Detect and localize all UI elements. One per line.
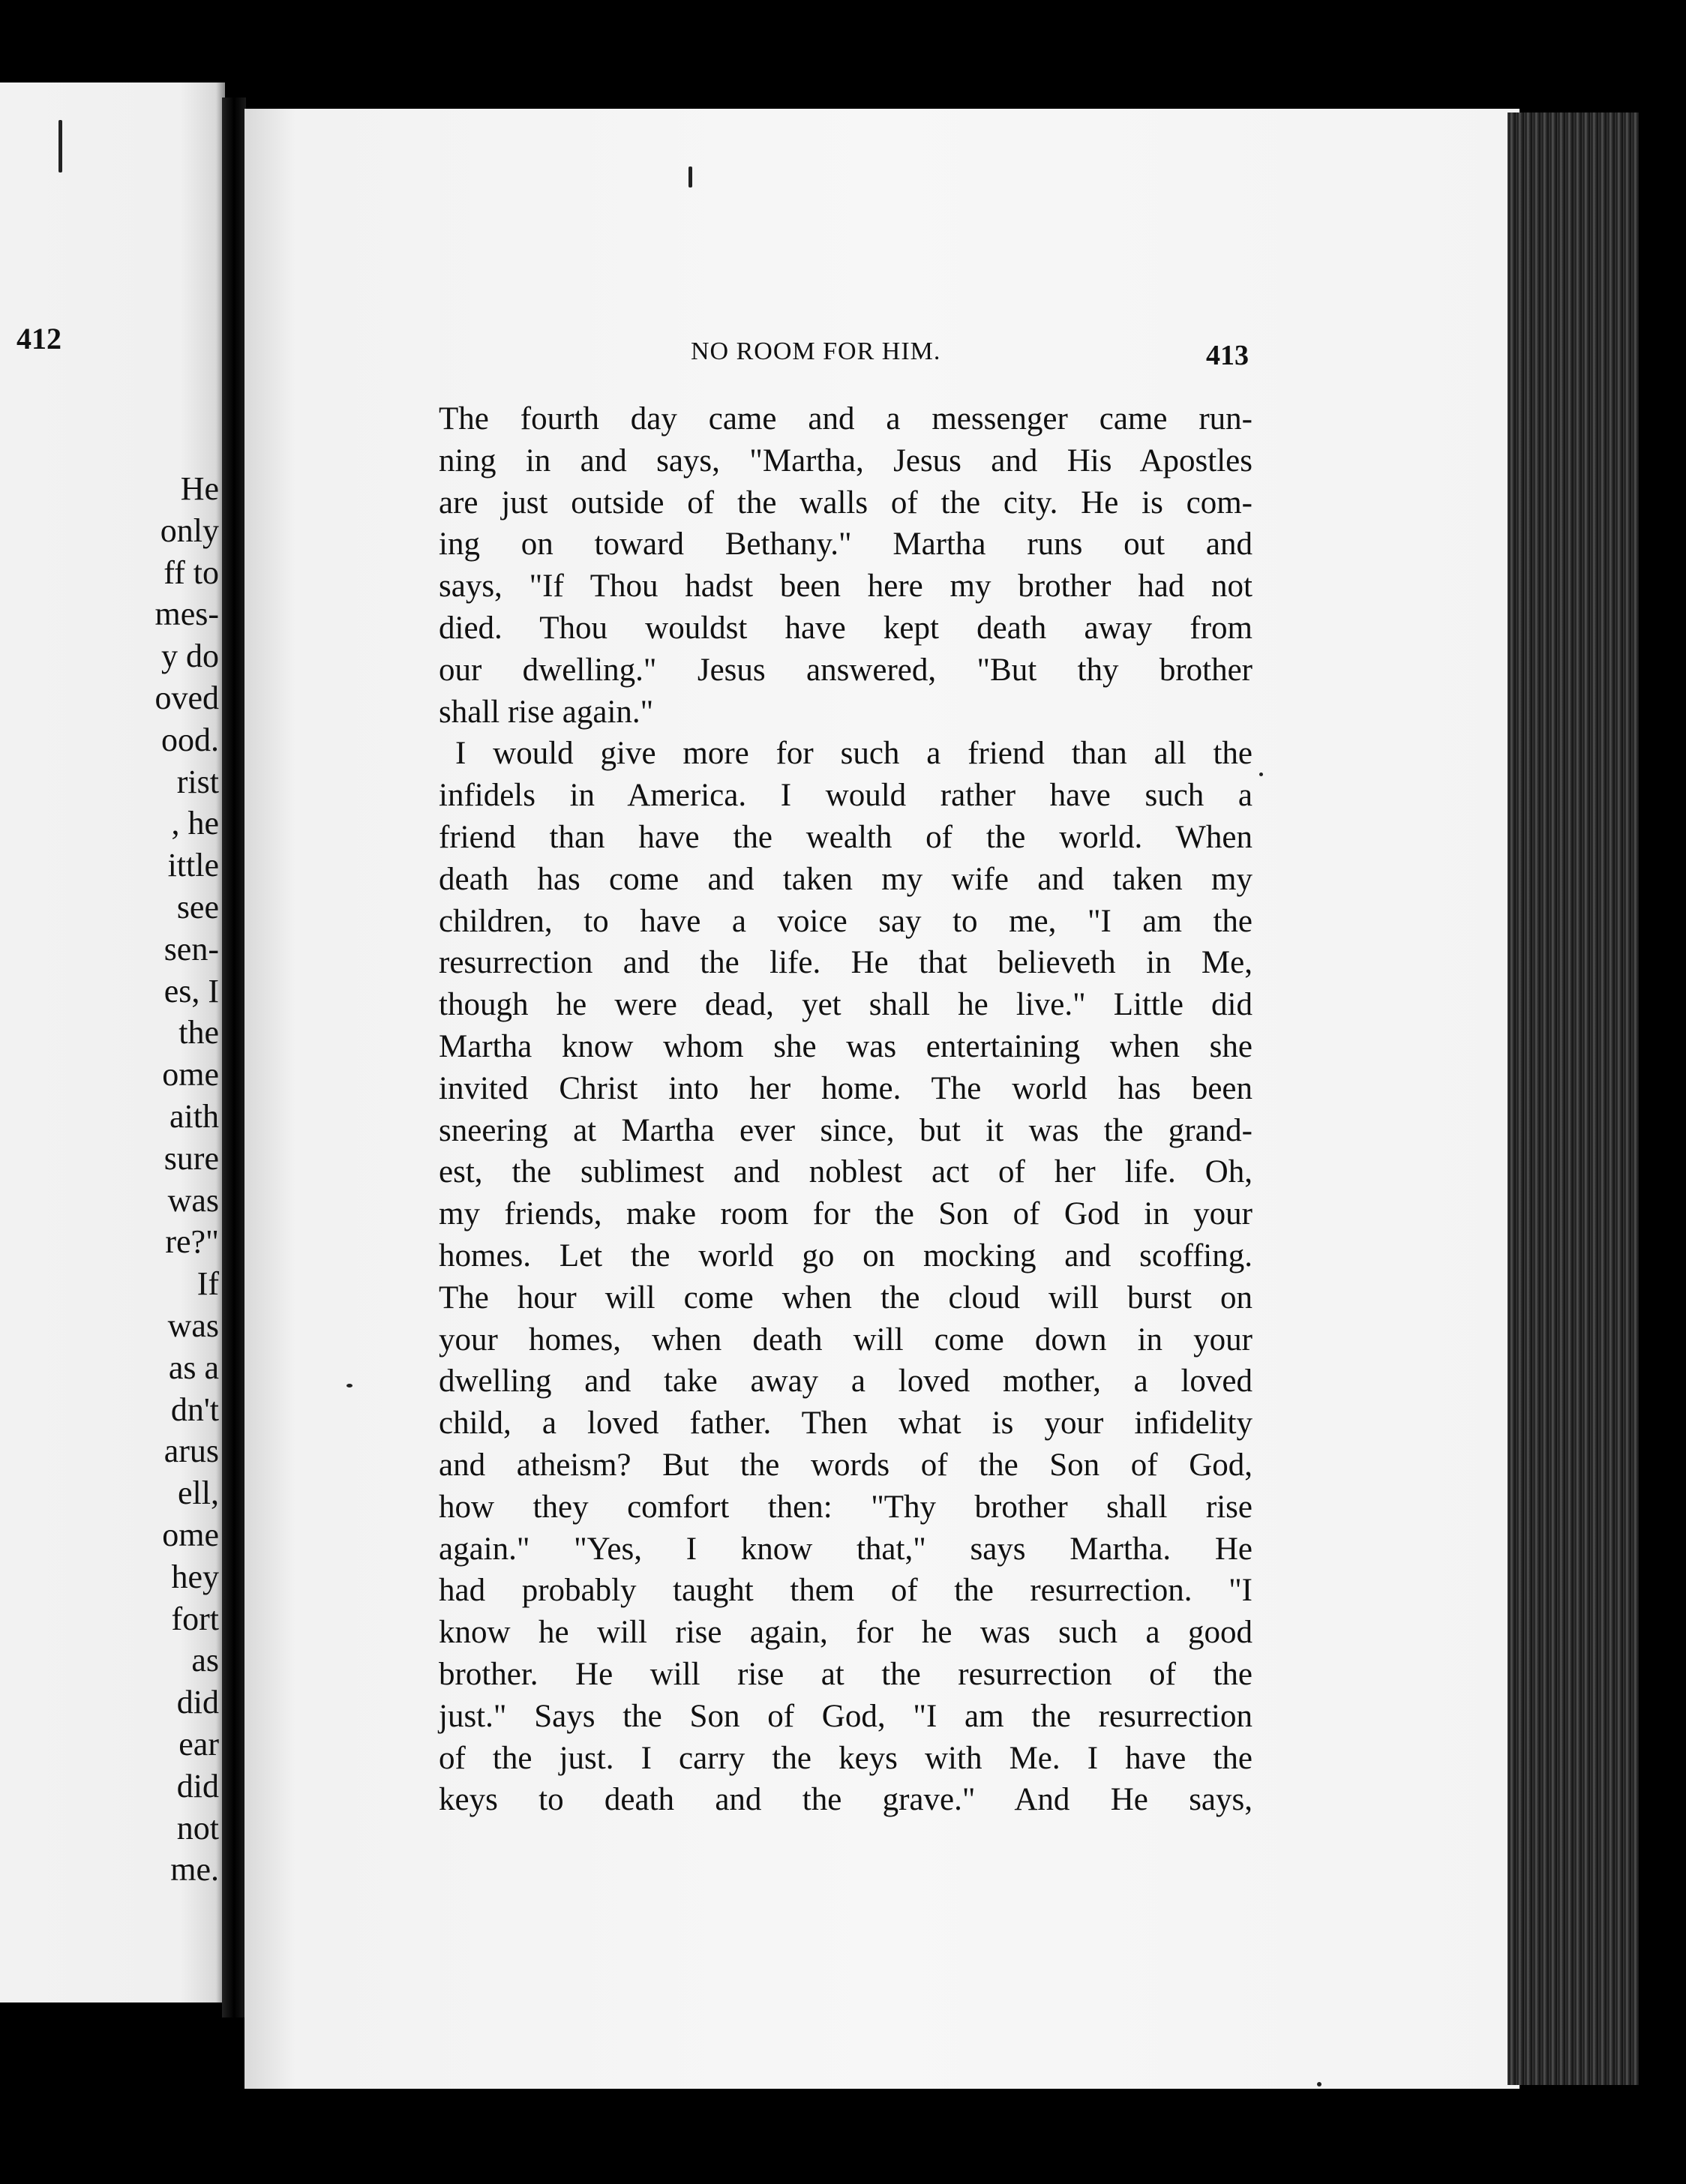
text-line: my friends, make room for the Son of God in your	[439, 1196, 1252, 1232]
text-line: had probably taught them of the resurrection. "I	[439, 1573, 1252, 1609]
left-page-fragment: as	[191, 1642, 219, 1679]
text-line: know he will rise again, for he was such a good	[439, 1615, 1252, 1651]
left-page-fragment: me.	[170, 1851, 219, 1888]
text-line: invited Christ into her home. The world has been	[439, 1070, 1252, 1106]
left-page-fragment: oved	[154, 679, 219, 716]
text-line: though he were dead, yet shall he live." Little did	[439, 987, 1252, 1023]
text-line: just." Says the Son of God, "I am the resurrection	[439, 1698, 1252, 1734]
left-page-fragment: ell,	[178, 1474, 219, 1512]
text-line: death has come and taken my wife and taken my	[439, 861, 1252, 897]
text-line: resurrection and the life. He that believeth in Me,	[439, 945, 1252, 981]
left-page-fragment: only	[160, 512, 219, 549]
text-line: friend than have the wealth of the world. When	[439, 819, 1252, 855]
left-page-fragment: see	[176, 888, 219, 926]
left-page-fragment: sure	[164, 1139, 219, 1177]
scan-speck	[688, 166, 692, 188]
scan-speck	[346, 1384, 352, 1388]
text-line: says, "If Thou hadst been here my brother had not	[439, 568, 1252, 604]
left-page-fragment: as a	[168, 1348, 219, 1386]
text-line: of the just. I carry the keys with Me. I have the	[439, 1740, 1252, 1776]
text-line: ning in and says, "Martha, Jesus and His Apostles	[439, 442, 1252, 478]
text-line: sneering at Martha ever since, but it was the grand-	[439, 1112, 1252, 1148]
left-page-fragment: fort	[171, 1600, 219, 1637]
left-page-fragment: arus	[164, 1432, 219, 1470]
left-page-fragment: ear	[178, 1725, 219, 1762]
text-line: keys to death and the grave." And He says,	[439, 1782, 1252, 1818]
text-line: The hour will come when the cloud will burst on	[439, 1280, 1252, 1316]
left-page-fragment: did	[176, 1684, 219, 1721]
left-page-fragment: ood.	[161, 721, 219, 758]
text-line: est, the sublimest and noblest act of her life. Oh,	[439, 1154, 1252, 1190]
left-page-fragment: ome	[162, 1516, 219, 1553]
left-page-fragment: rist	[176, 763, 219, 800]
left-page-fragment: es, I	[164, 972, 219, 1010]
left-page-fragment: , he	[171, 805, 219, 842]
left-page-text-fragments	[154, 468, 219, 1891]
text-line: dwelling and take away a loved mother, a loved	[439, 1364, 1252, 1400]
left-page-fragment: the	[178, 1014, 219, 1052]
left-page-fragment: y do	[161, 638, 219, 675]
left-page-fragment: aith	[170, 1097, 219, 1135]
left-page-fragment: re?"	[165, 1223, 219, 1261]
scan-speck	[58, 120, 62, 172]
left-page-fragment: was	[167, 1181, 219, 1219]
left-page-fragment: He	[180, 470, 219, 507]
text-line: again." "Yes, I know that," says Martha. He	[439, 1531, 1252, 1567]
left-page-fragment: mes-	[154, 596, 219, 633]
right-page-number: 413	[1206, 340, 1249, 371]
text-line: child, a loved father. Then what is your infidelity	[439, 1406, 1252, 1442]
text-line: The fourth day came and a messenger came run-	[439, 401, 1252, 436]
text-line: shall rise again."	[439, 694, 654, 730]
text-line: homes. Let the world go on mocking and scoffing.	[439, 1238, 1252, 1274]
body-text	[439, 398, 1252, 1821]
left-page-fragment: not	[176, 1809, 219, 1846]
text-line: are just outside of the walls of the city. He is com-	[439, 484, 1252, 520]
text-line: Martha know whom she was entertaining when she	[439, 1028, 1252, 1064]
text-line: your homes, when death will come down in your	[439, 1322, 1252, 1358]
left-page-fragment: was	[167, 1306, 219, 1344]
left-page-number: 412	[16, 322, 62, 356]
text-line: children, to have a voice say to me, "I am the	[439, 903, 1252, 939]
text-line: and atheism? But the words of the Son of God,	[439, 1447, 1252, 1483]
left-page-fragment: If	[196, 1265, 219, 1303]
left-page-fragment: sen-	[164, 930, 219, 968]
left-page-fragment: did	[176, 1767, 219, 1804]
scan-speck	[1317, 2082, 1322, 2086]
text-line: ing on toward Bethany." Martha runs out and	[439, 526, 1252, 562]
text-line: died. Thou wouldst have kept death away from	[439, 610, 1252, 646]
left-page-fragment: ittle	[167, 847, 219, 884]
running-head: NO ROOM FOR HIM.	[691, 338, 941, 365]
scan-speck	[1259, 772, 1263, 776]
text-line: how they comfort then: "Thy brother shall rise	[439, 1489, 1252, 1525]
page-edges	[1508, 112, 1639, 2085]
text-line: infidels in America. I would rather have such a	[439, 778, 1252, 814]
text-line: I would give more for such a friend than all the	[455, 736, 1252, 772]
left-page	[0, 82, 225, 2002]
left-page-fragment: dn't	[170, 1390, 219, 1428]
left-page-fragment: ome	[162, 1056, 219, 1094]
left-page-fragment: ff to	[164, 554, 219, 591]
text-line: brother. He will rise at the resurrection of the	[439, 1656, 1252, 1692]
book-gutter	[222, 98, 246, 2018]
text-line: our dwelling." Jesus answered, "But thy brother	[439, 652, 1252, 688]
left-page-fragment: hey	[171, 1558, 219, 1595]
